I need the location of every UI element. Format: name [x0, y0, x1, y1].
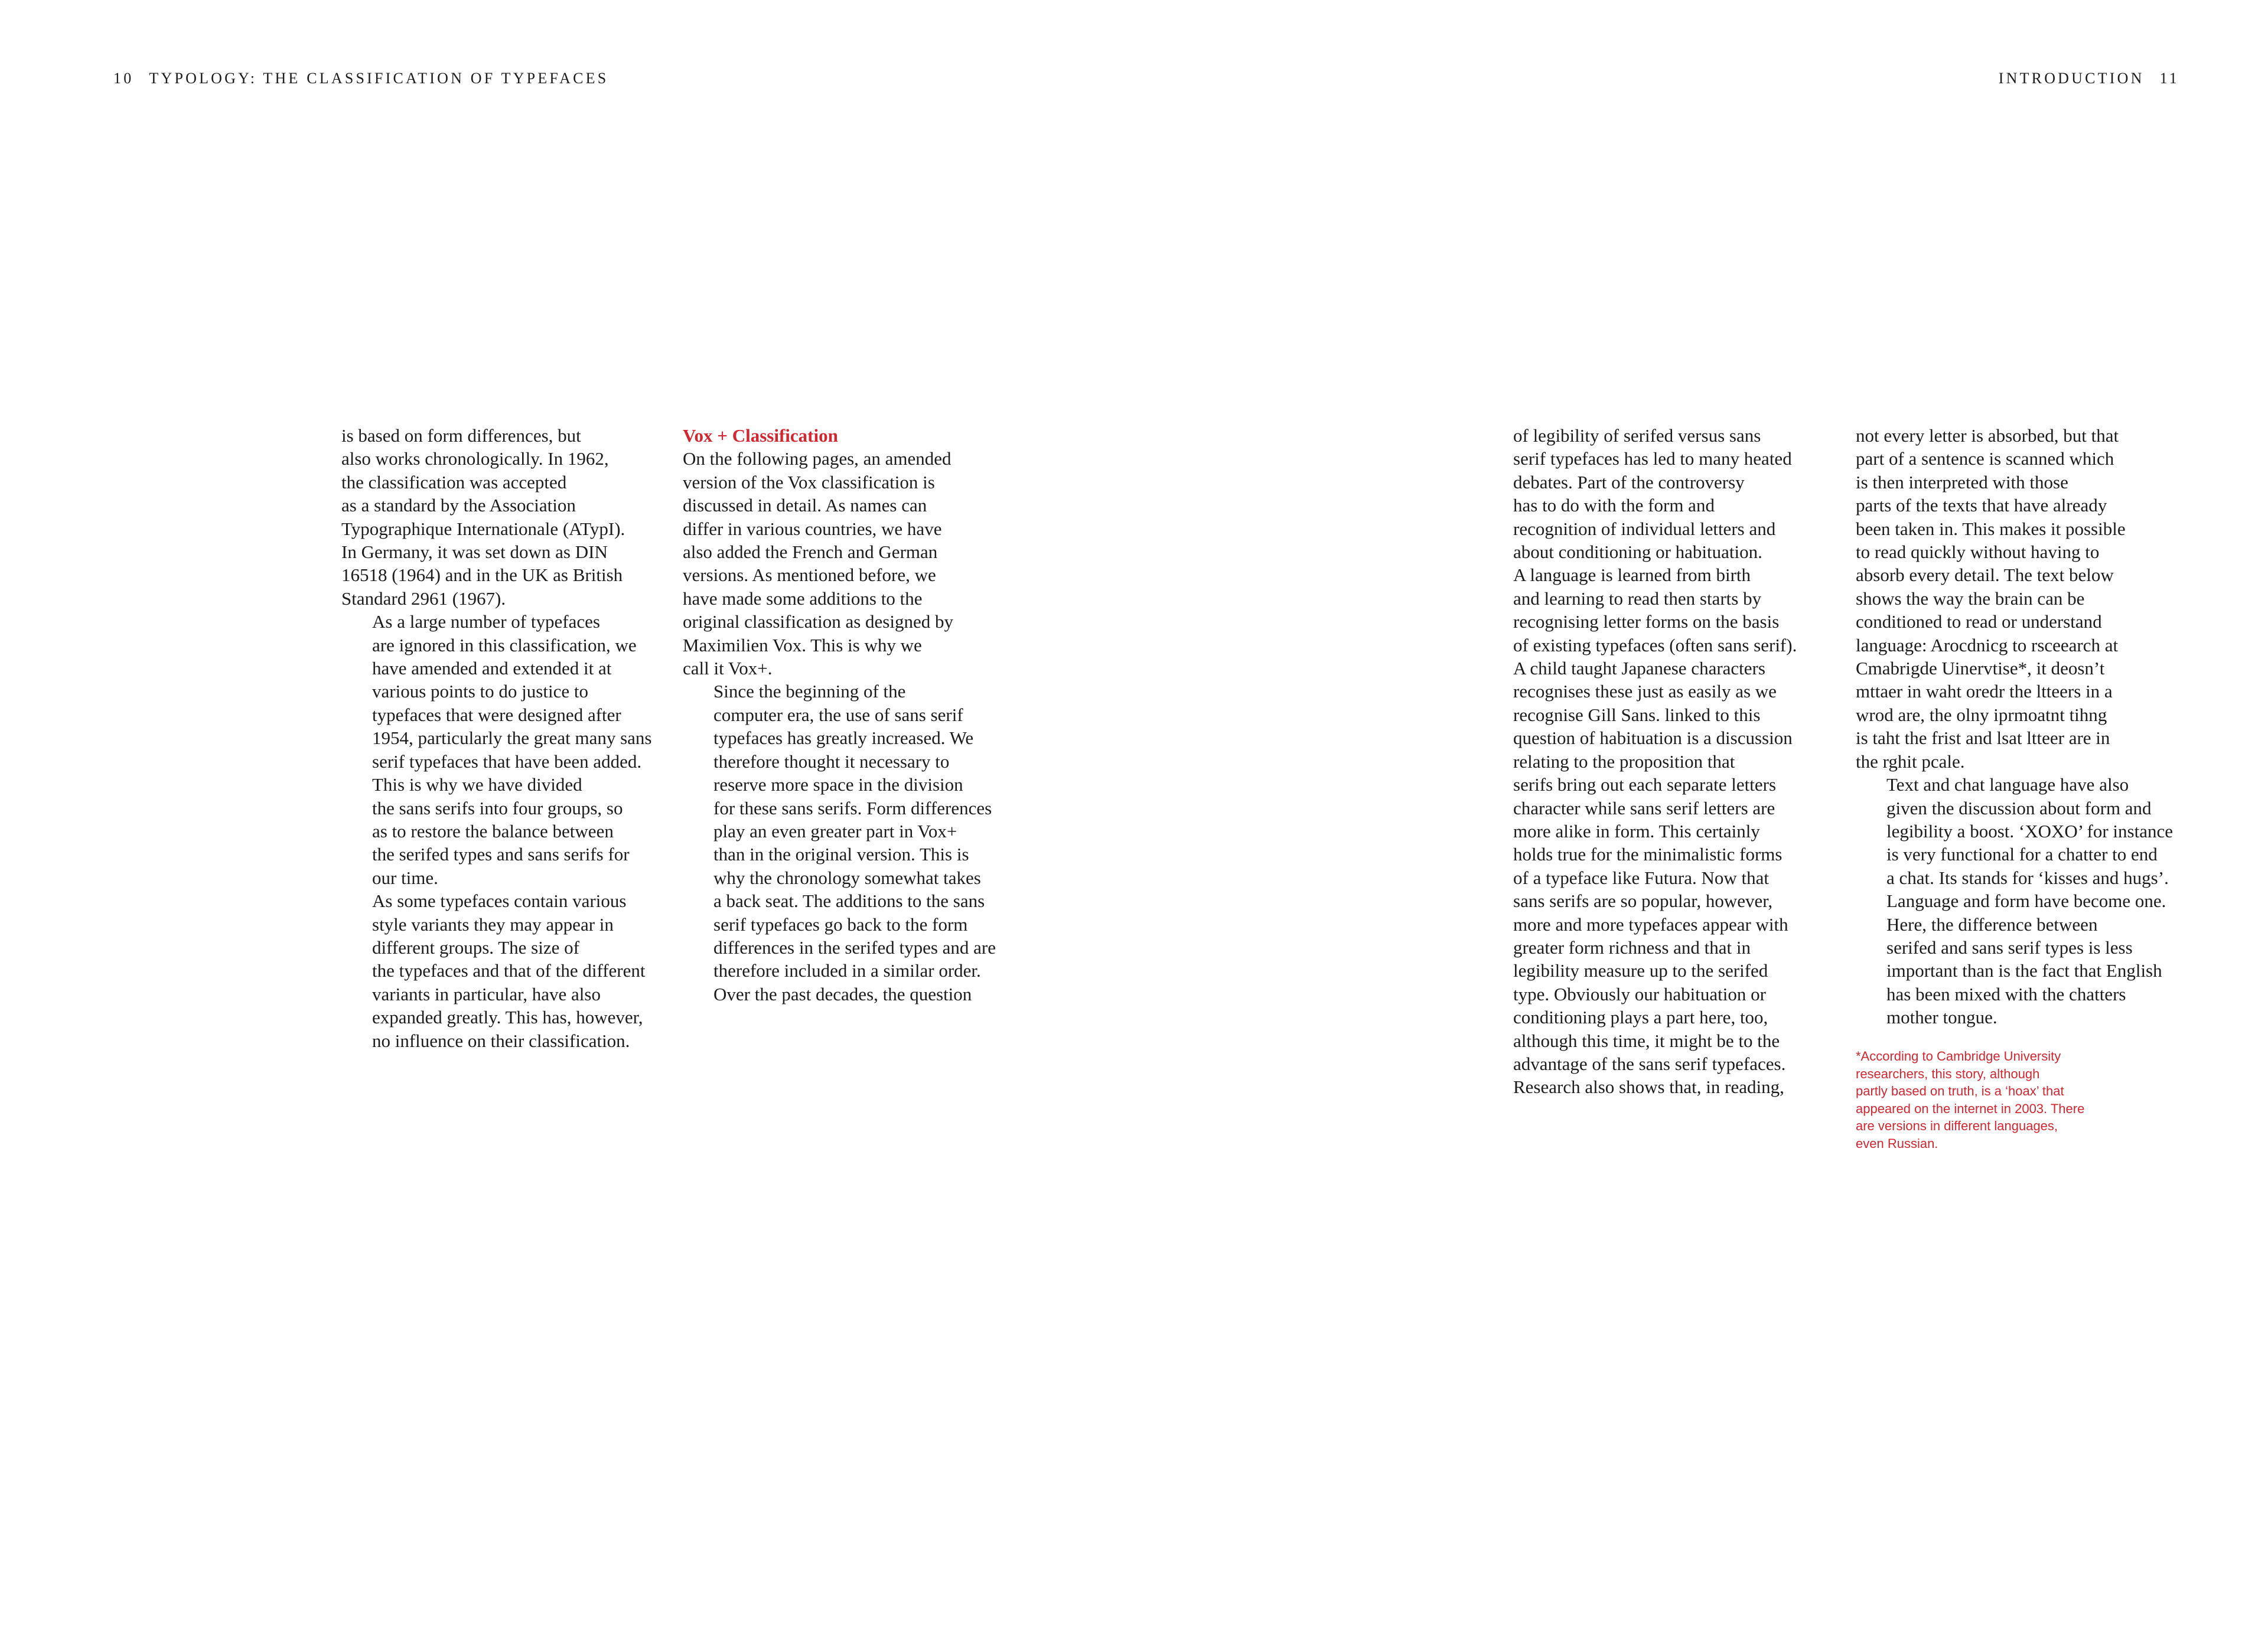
text-line: legibility a boost. ‘XOXO’ for instance	[1886, 820, 2173, 841]
right-running-title: INTRODUCTION	[1998, 70, 2145, 87]
footnote-line: partly based on truth, is a ‘hoax’ that	[1856, 1084, 2064, 1098]
text-column-1	[341, 424, 672, 1052]
text-line: parts of the texts that have already	[1856, 495, 2107, 516]
left-running-title: TYPOLOGY: THE CLASSIFICATION OF TYPEFACES	[149, 70, 609, 87]
footnote	[1856, 1048, 2084, 1152]
footnote-line: even Russian.	[1856, 1136, 1938, 1151]
text-line: and learning to read then starts by	[1513, 588, 1762, 609]
text-line: debates. Part of the controversy	[1513, 471, 1745, 492]
text-line: recognition of individual letters and	[1513, 518, 1776, 539]
paragraph	[341, 889, 672, 1052]
text-line: serif typefaces that have been added.	[372, 751, 642, 772]
text-line: are ignored in this classification, we	[372, 634, 637, 655]
text-line: part of a sentence is scanned which	[1856, 448, 2114, 469]
text-line: conditioned to read or understand	[1856, 611, 2102, 632]
text-line: therefore thought it necessary to	[713, 751, 950, 772]
text-line: greater form richness and that in	[1513, 937, 1751, 958]
text-line: have made some additions to the	[683, 588, 923, 609]
text-line: recognise Gill Sans. linked to this	[1513, 704, 1761, 725]
text-line: differences in the serifed types and are	[713, 937, 996, 958]
text-line: a chat. Its stands for ‘kisses and hugs’.	[1886, 867, 2169, 888]
text-line: been taken in. This makes it possible	[1856, 518, 2126, 539]
text-line: conditioning plays a part here, too,	[1513, 1007, 1768, 1028]
text-line: discussed in detail. As names can	[683, 495, 927, 516]
text-line: 1954, particularly the great many sans	[372, 728, 652, 749]
paragraph	[1856, 424, 2186, 773]
text-line: typefaces that were designed after	[372, 704, 621, 725]
text-line: also works chronologically. In 1962,	[341, 448, 609, 469]
paragraph	[683, 680, 1014, 1006]
text-line: This is why we have divided	[372, 774, 582, 795]
right-running-head	[1999, 70, 2179, 87]
text-line: also added the French and German	[683, 542, 938, 563]
text-line: legibility measure up to the serifed	[1513, 960, 1768, 981]
text-line: A language is learned from birth	[1513, 565, 1751, 586]
text-line: 16518 (1964) and in the UK as British	[341, 565, 623, 586]
text-line: therefore included in a similar order.	[713, 960, 981, 981]
footnote-line: appeared on the internet in 2003. There	[1856, 1101, 2085, 1116]
text-line: expanded greatly. This has, however,	[372, 1007, 643, 1028]
text-line: recognises these just as easily as we	[1513, 681, 1777, 702]
paragraph	[341, 610, 672, 889]
text-line: have amended and extended it at	[372, 658, 612, 679]
text-line: Text and chat language have also	[1886, 774, 2129, 795]
text-line: wrod are, the olny iprmoatnt tihng	[1856, 704, 2107, 725]
text-line: mother tongue.	[1886, 1007, 1997, 1028]
footnote-line: are versions in different languages,	[1856, 1118, 2058, 1133]
text-line: differ in various countries, we have	[683, 518, 942, 539]
text-line: serif typefaces has led to many heated	[1513, 448, 1792, 469]
section-subhead: Vox + Classification	[683, 425, 838, 446]
text-line: A child taught Japanese characters	[1513, 658, 1765, 679]
left-running-head	[113, 70, 608, 87]
text-line: for these sans serifs. Form differences	[713, 797, 992, 818]
text-line: On the following pages, an amended	[683, 448, 951, 469]
text-line: variants in particular, have also	[372, 983, 601, 1004]
text-line: mttaer in waht oredr the ltteers in a	[1856, 681, 2113, 702]
text-line: the sans serifs into four groups, so	[372, 797, 623, 818]
left-page-number: 10	[113, 70, 134, 87]
text-line: no influence on their classification.	[372, 1030, 630, 1051]
text-line: of existing typefaces (often sans serif).	[1513, 634, 1797, 655]
text-line: more and more typefaces appear with	[1513, 914, 1788, 935]
footnote-line: researchers, this story, although	[1856, 1066, 2040, 1081]
text-line: character while sans serif letters are	[1513, 797, 1775, 818]
text-line: Here, the difference between	[1886, 914, 2098, 935]
text-line: original classification as designed by	[683, 611, 953, 632]
text-line: holds true for the minimalistic forms	[1513, 844, 1783, 865]
text-line: relating to the proposition that	[1513, 751, 1735, 772]
text-line: the serifed types and sans serifs for	[372, 844, 630, 865]
text-line: version of the Vox classification is	[683, 471, 935, 492]
text-line: important than is the fact that English	[1886, 960, 2162, 981]
text-line: serif typefaces go back to the form	[713, 914, 968, 935]
paragraph	[1856, 773, 2186, 1029]
right-page-number: 11	[2159, 70, 2179, 87]
text-line: the classification was accepted	[341, 471, 567, 492]
paragraph	[341, 424, 672, 610]
text-line: Typographique Internationale (ATypI).	[341, 518, 625, 539]
text-line: as to restore the balance between	[372, 820, 614, 841]
text-line: play an even greater part in Vox+	[713, 820, 957, 841]
text-line: is then interpreted with those	[1856, 471, 2068, 492]
text-line: serifed and sans serif types is less	[1886, 937, 2133, 958]
text-line: Since the beginning of the	[713, 681, 906, 702]
text-line: serifs bring out each separate letters	[1513, 774, 1777, 795]
text-line: is very functional for a chatter to end	[1886, 844, 2158, 865]
paragraph	[683, 447, 1014, 680]
text-line: of legibility of serifed versus sans	[1513, 425, 1761, 446]
text-line: sans serifs are so popular, however,	[1513, 891, 1773, 912]
text-line: versions. As mentioned before, we	[683, 565, 936, 586]
text-line: reserve more space in the division	[713, 774, 963, 795]
text-line: a back seat. The additions to the sans	[713, 891, 985, 912]
text-line: Cmabrigde Uinervtise*, it deosn’t	[1856, 658, 2105, 679]
text-column-2	[683, 424, 1014, 1006]
text-line: of a typeface like Futura. Now that	[1513, 867, 1769, 888]
text-line: Research also shows that, in reading,	[1513, 1077, 1784, 1098]
text-line: typefaces has greatly increased. We	[713, 728, 974, 749]
text-line: As some typefaces contain various	[372, 891, 627, 912]
text-line: has been mixed with the chatters	[1886, 983, 2126, 1004]
text-line: recognising letter forms on the basis	[1513, 611, 1780, 632]
text-line: the typefaces and that of the different	[372, 960, 646, 981]
text-line: call it Vox+.	[683, 658, 773, 679]
footnote-line: *According to Cambridge University	[1856, 1049, 2061, 1064]
text-line: is based on form differences, but	[341, 425, 581, 446]
text-line: Over the past decades, the question	[713, 983, 972, 1004]
text-line: more alike in form. This certainly	[1513, 820, 1760, 841]
text-line: not every letter is absorbed, but that	[1856, 425, 2119, 446]
text-line: computer era, the use of sans serif	[713, 704, 963, 725]
text-line: As a large number of typefaces	[372, 611, 600, 632]
text-line: absorb every detail. The text below	[1856, 565, 2114, 586]
text-column-4	[1856, 424, 2186, 1029]
text-line: different groups. The size of	[372, 937, 579, 958]
text-column-3	[1513, 424, 1844, 1099]
text-line: style variants they may appear in	[372, 914, 614, 935]
text-line: Language and form have become one.	[1886, 891, 2166, 912]
text-line: to read quickly without having to	[1856, 542, 2100, 563]
text-line: although this time, it might be to the	[1513, 1030, 1780, 1051]
text-line: our time.	[372, 867, 438, 888]
text-line: about conditioning or habituation.	[1513, 542, 1762, 563]
text-line: has to do with the form and	[1513, 495, 1715, 516]
text-line: various points to do justice to	[372, 681, 588, 702]
text-line: than in the original version. This is	[713, 844, 969, 865]
text-line: is taht the frist and lsat ltteer are in	[1856, 728, 2110, 749]
text-line: Standard 2961 (1967).	[341, 588, 506, 609]
text-line: language: Arocdnicg to rsceearch at	[1856, 634, 2119, 655]
text-line: the rghit pcale.	[1856, 751, 1965, 772]
text-line: Maximilien Vox. This is why we	[683, 634, 922, 655]
text-line: In Germany, it was set down as DIN	[341, 542, 608, 563]
text-line: question of habituation is a discussion	[1513, 728, 1793, 749]
text-line: why the chronology somewhat takes	[713, 867, 981, 888]
text-line: shows the way the brain can be	[1856, 588, 2085, 609]
text-line: type. Obviously our habituation or	[1513, 983, 1766, 1004]
text-line: given the discussion about form and	[1886, 797, 2152, 818]
text-line: advantage of the sans serif typefaces.	[1513, 1053, 1786, 1074]
text-line: as a standard by the Association	[341, 495, 576, 516]
paragraph	[1513, 424, 1844, 1099]
